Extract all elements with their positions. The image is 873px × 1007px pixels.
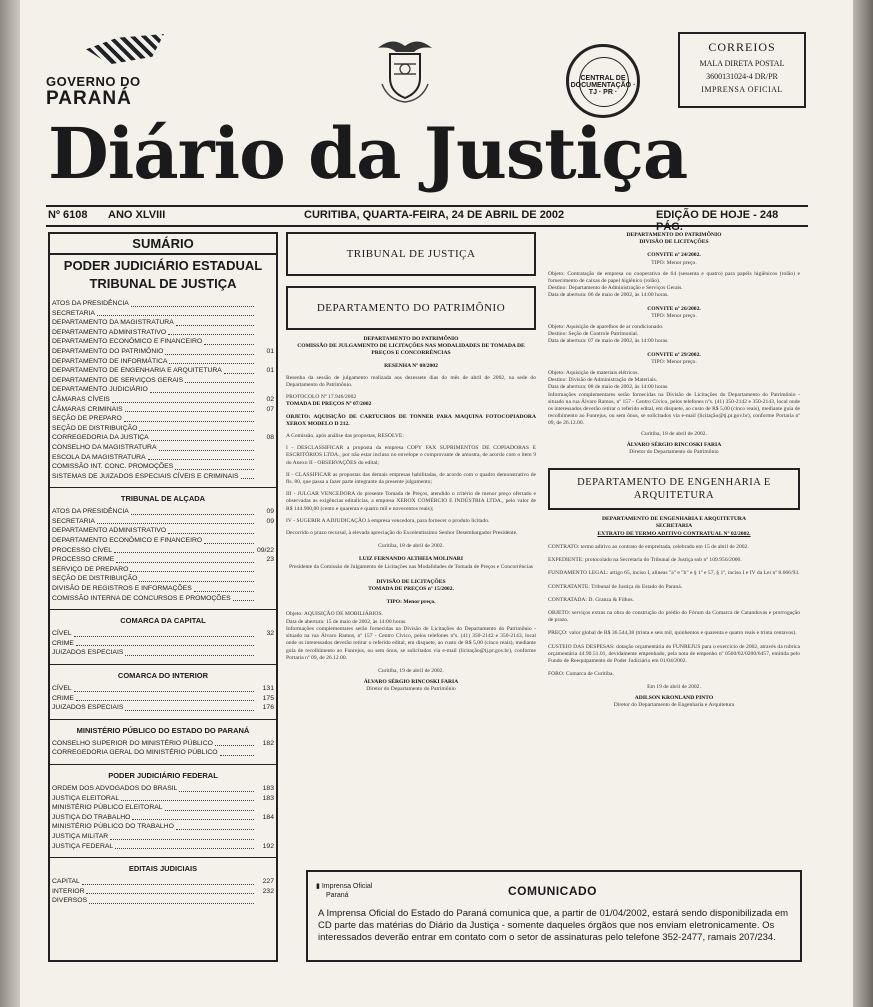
- summary-row-label: CONSELHO DA MAGISTRATURA: [52, 443, 157, 451]
- summary-row-label: JUIZADOS ESPECIAIS: [52, 649, 124, 657]
- summary-row-page: 175: [262, 694, 274, 702]
- summary-row: [50, 594, 276, 604]
- summary-row: [50, 507, 276, 517]
- summary-pf-list: [50, 784, 276, 851]
- right-signature-1-role: Diretor do Departamento do Patrimônio: [629, 449, 719, 456]
- convite-24: CONVITE nº 24/2002.: [647, 252, 701, 259]
- summary-row-label: CAPITAL: [52, 878, 80, 886]
- summary-tj-list: [50, 299, 276, 481]
- expediente: EXPEDIENTE: protocolado na Secretaria do Tribunal de Justiça sob nº 109.956/2000.: [548, 557, 742, 564]
- tribunal-justica-box: TRIBUNAL DE JUSTIÇA: [286, 232, 536, 276]
- summary-row: [50, 328, 276, 338]
- summary-row-page: [256, 385, 274, 395]
- gov-line-2: PARANÁ: [46, 88, 132, 109]
- convite-29-tipo: TIPO: Menor preço.: [651, 358, 697, 365]
- summary-row-label: DEPARTAMENTO ADMINISTRATIVO: [52, 527, 167, 535]
- convite-24-data: Data de abertura: 06 de maio de 2002, às 14:00 horas.: [548, 292, 669, 299]
- summary-row-page: [256, 424, 274, 434]
- summary-row: [50, 896, 276, 906]
- summary-row: [50, 376, 276, 386]
- summary-row-label: CORREGEDORIA DA JUSTIÇA: [52, 434, 149, 442]
- summary-row-label: COMISSÃO INT. CONC. PROMOÇÕES: [52, 463, 174, 471]
- summary-row-label: DEPARTAMENTO ECONÔMICO E FINANCEIRO: [52, 537, 203, 545]
- convite-26-data: Data de abertura: 07 de maio de 2002, às 14:00 horas.: [548, 338, 669, 345]
- eng-head-2: SECRETARIA: [655, 523, 693, 530]
- right-signature-2-name: ADILSON KRONLAND PINTO: [634, 694, 714, 701]
- summary-row-label: JUSTIÇA MILITAR: [52, 832, 109, 840]
- state-crest-icon: [372, 34, 438, 104]
- summary-row-page: [256, 832, 274, 842]
- summary-row-label: CORREGEDORIA GERAL DO MINISTÉRIO PÚBLICO: [52, 749, 218, 757]
- summary-row: [50, 877, 276, 887]
- right-date-2: Em 19 de abril de 2002.: [647, 684, 701, 691]
- summary-row-page: 09/22: [256, 546, 274, 554]
- summary-row: [50, 832, 276, 842]
- signature-1-role: Presidente da Comissão de Julgamento de Licitações nas Modalidades de Tomada de Preços e Concorrências: [288, 563, 533, 570]
- summary-heading-2: TRIBUNAL DE JUSTIÇA: [89, 276, 237, 291]
- summary-row: [50, 648, 276, 658]
- binding-edge-right: [853, 0, 873, 1007]
- imprensa-logo-icon: ▮: [316, 883, 320, 890]
- summary-row-page: [256, 584, 274, 594]
- summary-ta-heading: TRIBUNAL DE ALÇADA: [120, 494, 206, 504]
- summary-row: [50, 546, 276, 556]
- summary-row-page: [256, 536, 274, 546]
- summary-row: [50, 347, 276, 357]
- summary-mp-heading: MINISTÉRIO PÚBLICO DO ESTADO DO PARANÁ: [76, 725, 250, 735]
- summary-row-label: CÂMARAS CRIMINAIS: [52, 405, 123, 413]
- divisao-licitacoes: DIVISÃO DE LICITAÇÕES: [376, 578, 446, 585]
- summary-row: [50, 584, 276, 594]
- summary-row-page: 183: [262, 784, 274, 792]
- issue-number: Nº 6108: [48, 209, 88, 221]
- tipo: TIPO: Menor preço.: [386, 599, 436, 606]
- summary-row: [50, 472, 276, 482]
- convite-24-tipo: TIPO: Menor preço.: [651, 259, 697, 266]
- summary-row: [50, 385, 276, 395]
- custeio: CUSTEIO DAS DESPESAS: dotação orçamentária do FUNREJUS para o exercício de 2002, através da rubrica orçamentária 44.90.51.01, devidamente empenhado, pela nota de empenho nº 0560/02/0200/6457, emitida pelo Fundo de Reequipamento do Poder Judiciário em 01/04/2002.: [548, 643, 800, 664]
- summary-box: [48, 232, 278, 962]
- summary-row: [50, 337, 276, 347]
- summary-row-page: [256, 318, 274, 328]
- summary-row: [50, 453, 276, 463]
- convite-29: CONVITE nº 29/2002.: [647, 351, 701, 358]
- summary-row-page: [256, 594, 274, 604]
- summary-row-label: DEPARTAMENTO JUDICIÁRIO: [52, 386, 148, 394]
- summary-row-page: [256, 803, 274, 813]
- gov-line-1: GOVERNO DO: [46, 74, 141, 89]
- summary-row-label: SECRETARIA: [52, 517, 95, 525]
- resenha-title: RESENHA Nº 08/2002: [384, 362, 438, 369]
- summary-row: [50, 395, 276, 405]
- summary-row: [50, 433, 276, 443]
- summary-row-page: 192: [262, 842, 274, 850]
- summary-row-label: MINISTÉRIO PÚBLICO ELEITORAL: [52, 804, 163, 812]
- summary-row-label: DEPARTAMENTO DE INFORMÁTICA: [52, 357, 168, 365]
- convite-29-destino: Destino: Divisão de Administração de Materiais.: [548, 377, 658, 384]
- summary-row-page: [256, 822, 274, 832]
- summary-row-page: [256, 526, 274, 536]
- summary-row: [50, 536, 276, 546]
- issue-year: ANO XLVIII: [108, 209, 166, 221]
- stamp-text: CENTRAL DE DOCUMENTAÇÃO · TJ · PR ·: [570, 75, 636, 96]
- summary-row-page: [256, 357, 274, 367]
- summary-pf-heading: PODER JUDICIÁRIO FEDERAL: [108, 770, 218, 780]
- summary-row: [50, 784, 276, 794]
- correios-postal-box: [678, 32, 806, 108]
- summary-row: [50, 703, 276, 713]
- tomada-15: TOMADA DE PREÇOS nº 15/2002.: [368, 586, 454, 593]
- summary-row-label: JUSTIÇA FEDERAL: [52, 842, 114, 850]
- summary-ed-heading: EDITAIS JUDICIAIS: [128, 864, 198, 874]
- summary-row-label: PROCESSO CÍVEL: [52, 546, 113, 554]
- summary-row: [50, 309, 276, 319]
- right-column: [548, 232, 800, 709]
- engenharia-box: DEPARTAMENTO DE ENGENHARIA E ARQUITETURA: [548, 468, 800, 510]
- summary-row-page: 176: [262, 704, 274, 712]
- summary-row-label: JUIZADOS ESPECIAIS: [52, 704, 124, 712]
- summary-row-label: DEPARTAMENTO DE ENGENHARIA E ARQUITETURA: [52, 367, 222, 375]
- summary-row-label: CÍVEL: [52, 630, 72, 638]
- summary-row: [50, 366, 276, 376]
- summary-row-label: SECRETARIA: [52, 309, 95, 317]
- eng-head-1: DEPARTAMENTO DE ENGENHARIA E ARQUITETURA: [601, 516, 746, 523]
- summary-ci-list: [50, 684, 276, 713]
- convite-26-tipo: TIPO: Menor preço.: [651, 312, 697, 319]
- right-signature-2-role: Diretor do Departamento de Engenharia e Arquitetura: [613, 701, 735, 708]
- summary-row-label: ORDEM DOS ADVOGADOS DO BRASIL: [52, 784, 178, 792]
- summary-row-page: [256, 453, 274, 463]
- summary-row-page: 01: [266, 347, 274, 355]
- convite-24-destino: Destino: Departamento de Administração e Serviços Gerais.: [548, 285, 683, 292]
- summary-row-label: DEPARTAMENTO DE SERVIÇOS GERAIS: [52, 376, 184, 384]
- patrimonio-box: DEPARTAMENTO DO PATRIMÔNIO: [286, 286, 536, 330]
- item-1: I - DESCLASSIFICAR a proposta da empresa COPY FAX SUPRIMENTOS DE COPIADORAS E ESCRITÓRIOS LTDA., por não estar incluso no envelope o comprovante de amostra, de acordo com o item 9 do Anexo II - OBSERVAÇÕES do edital;: [286, 445, 536, 466]
- binding-edge-left: [0, 0, 20, 1007]
- summary-row: [50, 517, 276, 527]
- summary-row-label: SEÇÃO DE DISTRIBUIÇÃO: [52, 575, 138, 583]
- summary-row: [50, 299, 276, 309]
- summary-row-label: COMISSÃO INTERNA DE CONCURSOS E PROMOÇÕES: [52, 594, 231, 602]
- convite-26-destino: Destino: Seção de Controle Patrimonial.: [548, 331, 639, 338]
- objeto-2: Objeto: AQUISIÇÃO DE MOBILIÁRIOS.: [286, 611, 383, 618]
- masthead-title: Diário da Justiça: [48, 112, 688, 195]
- summary-row-label: DEPARTAMENTO DA MAGISTRATURA: [52, 319, 174, 327]
- summary-row-label: PROCESSO CRIME: [52, 556, 115, 564]
- patrimonio-dept: DEPARTAMENTO DO PATRIMÔNIO: [363, 336, 459, 342]
- summary-row-page: 09: [266, 508, 274, 516]
- summary-row: [50, 629, 276, 639]
- date-1: Curitiba, 18 de abril de 2002.: [378, 543, 444, 550]
- summary-row-page: [256, 299, 274, 309]
- resolve: A Comissão, após análise das propostas, RESOLVE:: [286, 433, 404, 440]
- summary-row-page: [256, 309, 274, 319]
- issue-dateline: CURITIBA, QUARTA-FEIRA, 24 DE ABRIL DE 2002: [304, 209, 565, 221]
- summary-row: [50, 639, 276, 649]
- summary-row-label: INTERIOR: [52, 887, 85, 895]
- objeto-eng: OBJETO: serviços extras na obra de construção do prédio do Fórum da Comarca de Catanduvas e prorrogação de prazo.: [548, 609, 800, 624]
- comunicado-box: [306, 870, 802, 962]
- summary-row-page: 183: [262, 794, 274, 802]
- comunicado-title: COMUNICADO: [508, 884, 597, 898]
- summary-row: [50, 842, 276, 852]
- summary-row-label: DIVERSOS: [52, 897, 88, 905]
- summary-row: [50, 443, 276, 453]
- decorrido: Decorrido o prazo recursal, à elevada apreciação do Excelentíssimo Senhor Desembargador Presidente.: [286, 530, 518, 537]
- issue-edition: EDIÇÃO DE HOJE - 248 PÁG.: [656, 209, 779, 233]
- summary-row-page: [256, 337, 274, 347]
- summary-row: [50, 318, 276, 328]
- signature-2-name: ÁLVARO SÉRGIO RINCOSKI FARIA: [363, 679, 459, 686]
- summary-row-label: CÍVEL: [52, 685, 72, 692]
- newspaper-page: [20, 0, 853, 1007]
- signature-1-name: LUIZ FERNANDO ALTHEIA MOLINARI: [358, 556, 464, 563]
- summary-row-page: 232: [262, 887, 274, 895]
- summary-cc-heading: COMARCA DA CAPITAL: [120, 616, 206, 626]
- right-head-1: DEPARTAMENTO DO PATRIMÔNIO: [626, 232, 722, 238]
- summary-row-label: DEPARTAMENTO DO PATRIMÔNIO: [52, 347, 164, 355]
- summary-row: [50, 684, 276, 694]
- summary-ta-list: [50, 507, 276, 603]
- abertura: Data de abertura: 15 de maio de 2002, às 14:00 horas.: [286, 618, 407, 625]
- summary-row-page: [256, 648, 274, 658]
- date-2: Curitiba, 19 de abril de 2002.: [378, 667, 444, 674]
- eng-head-3: EXTRATO DE TERMO ADITIVO CONTRATUAL Nº 02/2002.: [597, 530, 751, 537]
- summary-ed-list: [50, 877, 276, 906]
- governo-parana-logo: [46, 26, 156, 116]
- summary-row: [50, 803, 276, 813]
- summary-row-page: 182: [262, 739, 274, 747]
- contratante: CONTRATANTE: Tribunal de Justiça do Estado do Paraná.: [548, 583, 683, 590]
- summary-row-label: DEPARTAMENTO ECONÔMICO E FINANCEIRO: [52, 338, 203, 346]
- summary-row-page: 32: [266, 630, 274, 638]
- summary-row-page: [256, 462, 274, 472]
- summary-row-page: [256, 574, 274, 584]
- summary-row-page: [256, 376, 274, 386]
- summary-row: [50, 462, 276, 472]
- convite-29-objeto: Objeto: Aquisição de materiais elétricos.: [548, 370, 639, 377]
- correios-line-2: 3600131024-4 DR/PR: [706, 72, 778, 81]
- summary-row-page: 07: [266, 405, 274, 413]
- flag-icon: [86, 34, 164, 72]
- summary-row-label: CÂMARAS CÍVEIS: [52, 395, 110, 403]
- imprensa-logo-line-2: Paraná: [326, 892, 349, 899]
- summary-row: [50, 414, 276, 424]
- convite-29-info: Informações complementares serão fornecidas na Divisão de Licitações do Departamento do Patrimônio - situado na rua Álvaro Ramos, nº 157 - Centro Cívico, pelos telefones nºs. (41) 350-2142 e 350-2143, local onde os interessados deverão retirar o referido edital, em disquete, ao custo de R$ 5,00 (cinco reais), mediante guia de recolhimento ao Funrejus, ou sem ônus, se solicitados via e-mail (licitação@tj.pr.gov.br), conforme Portaria nº 09, de 26.12.00.: [548, 391, 800, 427]
- contrato: CONTRATO: termo aditivo ao contrato de empreitada, celebrado em 15 de abril de 2002.: [548, 543, 749, 550]
- summary-row-page: [256, 328, 274, 338]
- summary-row-label: ATOS DA PRESIDÊNCIA: [52, 508, 129, 516]
- tomada-precos: TOMADA DE PREÇOS Nº 07/2002: [286, 401, 372, 408]
- summary-row-page: [256, 472, 274, 482]
- summary-row-page: [256, 414, 274, 424]
- summary-row-label: CRIME: [52, 694, 74, 702]
- item-4: IV - SUGERIR A ADJUDICAÇÃO à empresa vencedora, para fornecer o produto licitado.: [286, 517, 490, 524]
- summary-row-page: 01: [266, 367, 274, 375]
- resenha-intro: Resenha da sessão de julgamento realizada aos dezessete dias do mês de abril de 2002, na sede do Departamento do Patrimônio.: [286, 374, 536, 389]
- summary-row: [50, 822, 276, 832]
- summary-row: [50, 887, 276, 897]
- summary-row: [50, 565, 276, 575]
- summary-title: SUMÁRIO: [50, 234, 276, 255]
- summary-row-label: MINISTÉRIO PÚBLICO DO TRABALHO: [52, 823, 174, 831]
- summary-row-page: [256, 565, 274, 575]
- summary-row-page: [256, 896, 274, 906]
- issue-info-bar: [46, 205, 808, 233]
- correios-title: CORREIOS: [708, 40, 776, 54]
- summary-row-label: CRIME: [52, 639, 74, 647]
- foro: FORO: Comarca de Curitiba.: [548, 671, 614, 678]
- patrimonio-commission: COMISSÃO DE JULGAMENTO DE LICITAÇÕES NAS MODALIDADES DE TOMADA DE PREÇOS E CONCORRÊNCIAS: [297, 343, 525, 357]
- summary-ci-heading: COMARCA DO INTERIOR: [117, 671, 209, 680]
- summary-row-label: DIVISÃO DE REGISTROS E INFORMAÇÕES: [52, 585, 192, 593]
- summary-row-label: ESCOLA DA MAGISTRATURA: [52, 453, 146, 461]
- summary-row: [50, 794, 276, 804]
- summary-row-label: CONSELHO SUPERIOR DO MINISTÉRIO PÚBLICO: [52, 739, 213, 747]
- summary-row-label: JUSTIÇA DO TRABALHO: [52, 813, 131, 821]
- convite-26: CONVITE nº 26/2002.: [647, 305, 701, 312]
- summary-row-page: 09: [266, 517, 274, 525]
- summary-row-page: 08: [266, 434, 274, 442]
- convite-26-objeto: Objeto: Aquisição de aparelhos de ar condicionado.: [548, 324, 664, 331]
- summary-row-label: SERVIÇO DE PREPARO: [52, 565, 129, 573]
- fundamento-legal: FUNDAMENTO LEGAL: artigo 65, inciso I, alíneas "a" e "b" e § 1º e 57, § 1º, inciso I e IV da Lei nº 8.666/93.: [548, 570, 800, 577]
- right-head-2: DIVISÃO DE LICITAÇÕES: [639, 239, 709, 246]
- summary-row-label: SISTEMAS DE JUIZADOS ESPECIAIS CÍVEIS E CRIMINAIS: [52, 472, 239, 480]
- summary-row-label: DEPARTAMENTO ADMINISTRATIVO: [52, 328, 167, 336]
- summary-row-page: 23: [266, 556, 274, 564]
- summary-mp-list: [50, 739, 276, 758]
- summary-row: [50, 405, 276, 415]
- summary-row-page: [256, 748, 274, 758]
- summary-row: [50, 694, 276, 704]
- imprensa-logo-line-1: Imprensa Oficial: [321, 883, 373, 890]
- right-signature-1-name: ÁLVARO SÉRGIO RINCOSKI FARIA: [626, 441, 722, 448]
- summary-row-page: [256, 639, 274, 649]
- preco: PREÇO: valor global de R$ 36.544,38 (trinta e seis mil, quinhentos e quarenta e quatro reais e trinta centavos).: [548, 630, 797, 637]
- item-3: III - JULGAR VENCEDORA do presente Tomada de Preços, atendido o critério de menor preço ofertado e observadas as exigências editalícias, a empresa XEROX COMÉRCIO E INDÚSTRIA LTDA., pelo valor de R$ 144.900,00 (cento e quarenta e quatro mil e novecentos reais);: [286, 491, 536, 512]
- summary-row: [50, 748, 276, 758]
- summary-row: [50, 526, 276, 536]
- summary-row: [50, 357, 276, 367]
- summary-row: [50, 574, 276, 584]
- convite-29-data: Data de abertura: 08 de maio de 2002, às 14:00 horas.: [548, 384, 669, 391]
- summary-row: [50, 555, 276, 565]
- right-date-1: Curitiba, 18 de abril de 2002.: [641, 430, 707, 437]
- summary-row-page: 227: [262, 878, 274, 886]
- summary-row: [50, 424, 276, 434]
- summary-cc-list: [50, 629, 276, 658]
- summary-row-label: SEÇÃO DE DISTRIBUIÇÃO: [52, 424, 138, 432]
- protocolo: PROTOCOLO Nº 17.946/2002: [286, 394, 357, 401]
- middle-column: [286, 232, 536, 694]
- summary-row-label: SEÇÃO DE PREPARO: [52, 415, 122, 423]
- contratada: CONTRATADA: D. Granza & Filhos.: [548, 596, 634, 603]
- summary-row-page: 184: [262, 813, 274, 821]
- comunicado-text: A Imprensa Oficial do Estado do Paraná comunica que, a partir de 01/04/2002, estará sendo disponibilizada em CD parte das matérias do Diário da Justiça - somente daqueles órgãos que nos enviam eletronicamente. Os interessados deverão entrar em contato com o setor de assinaturas pelo telefone 352-2477, ramais 207/234.: [318, 908, 789, 943]
- summary-row-page: [256, 443, 274, 453]
- signature-2-role: Diretor do Departamento do Patrimônio: [366, 686, 456, 693]
- informacoes: Informações complementares serão fornecidas na Divisão de Licitações do Departamento do Patrimônio - situado na rua Álvaro Ramos, nº 157 - Centro Cívico, pelos telefones nºs. (41) 350-2142 e 350-2143, local onde os interessados deverão retirar o referido edital, em disquete, ao custo de R$ 5,00 (cinco reais), mediante guia de recolhimento ao Funrejus, ou sem ônus, se solicitados via e-mail (licitação@tj.pr.gov.br), conforme Portaria nº 09, de 26.12.00.: [286, 625, 536, 661]
- summary-row-label: ATOS DA PRESIDÊNCIA: [52, 300, 129, 307]
- imprensa-oficial-logo: [316, 882, 372, 900]
- summary-row-page: 131: [262, 685, 274, 692]
- correios-line-1: MALA DIRETA POSTAL: [699, 59, 785, 68]
- correios-line-3: IMPRENSA OFICIAL: [701, 85, 783, 94]
- convite-24-objeto: Objeto: Contratação de empresa ou cooperativa de 64 (sessenta e quatro) para papéis higiênicos (rolão) e fornecimento de caixas de papel higiênico (rolão).: [548, 270, 800, 285]
- summary-row-label: JUSTIÇA ELEITORAL: [52, 794, 120, 802]
- summary-row-page: 02: [266, 395, 274, 403]
- item-2: II - CLASSIFICAR as propostas das demais empresas habilitadas, de acordo com o quadro demonstrativo de fls. 80, que passa a fazer parte integrante da presente julgamento;: [286, 471, 536, 486]
- documentation-stamp: [566, 44, 640, 118]
- summary-row: [50, 813, 276, 823]
- objeto: OBJETO: AQUISIÇÃO DE CARTUCHOS DE TONNER PARA MAQUINA FOTOCOPIADORA XEROX MODELO D 212.: [286, 413, 536, 427]
- summary-row: [50, 739, 276, 749]
- summary-heading-1: PODER JUDICIÁRIO ESTADUAL: [63, 258, 263, 273]
